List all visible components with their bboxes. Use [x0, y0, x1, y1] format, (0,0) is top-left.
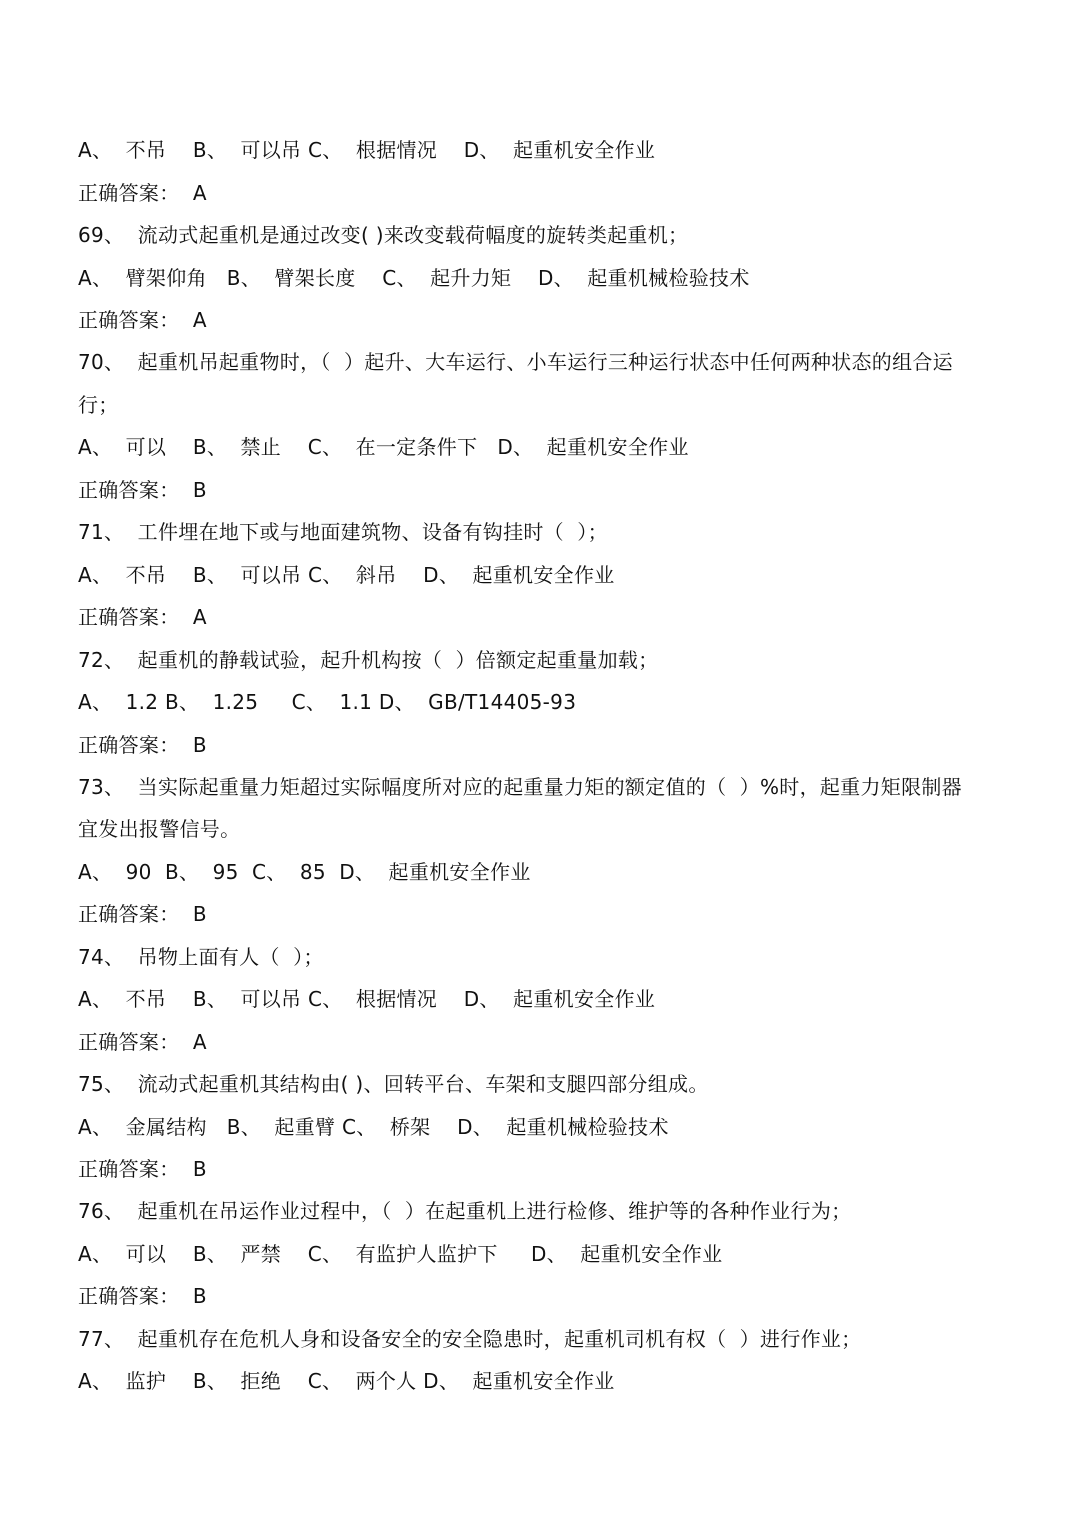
question-line: 75、 流动式起重机其结构由( )、回转平台、车架和支腿四部分组成。 [78, 1072, 709, 1096]
question-line: 72、 起重机的静载试验，起升机构按（ ）倍额定起重量加载； [78, 648, 659, 672]
question-line: 74、 吊物上面有人（ ）； [78, 945, 324, 969]
question-line: 69、 流动式起重机是通过改变( )来改变载荷幅度的旋转类起重机； [78, 223, 689, 247]
question-line: 73、 当实际起重量力矩超过实际幅度所对应的起重量力矩的额定值的（ ）%时，起重力矩限制器 [78, 775, 962, 799]
answer-line: 正确答案： A [78, 181, 207, 205]
answer-line: 正确答案： A [78, 605, 207, 629]
question-line: 76、 起重机在吊运作业过程中，（ ）在起重机上进行检修、维护等的各种作业行为； [78, 1199, 852, 1223]
options-line: A、 90 B、 95 C、 85 D、 起重机安全作业 [78, 860, 531, 884]
answer-line: 正确答案： B [78, 1157, 207, 1181]
options-line: A、 可以 B、 严禁 C、 有监护人监护下 D、 起重机安全作业 [78, 1242, 723, 1266]
question-line: 77、 起重机存在危机人身和设备安全的安全隐患时，起重机司机有权（ ）进行作业； [78, 1327, 862, 1351]
options-line: A、 不吊 B、 可以吊 C、 根据情况 D、 起重机安全作业 [78, 138, 656, 162]
answer-line: 正确答案： B [78, 1284, 207, 1308]
options-line: A、 不吊 B、 可以吊 C、 斜吊 D、 起重机安全作业 [78, 563, 615, 587]
options-line: A、 臂架仰角 B、 臂架长度 C、 起升力矩 D、 起重机械检验技术 [78, 266, 750, 290]
options-line: A、 金属结构 B、 起重臂 C、 桥架 D、 起重机械检验技术 [78, 1115, 669, 1139]
answer-line: 正确答案： A [78, 308, 207, 332]
answer-line: 正确答案： A [78, 1030, 207, 1054]
answer-line: 正确答案： B [78, 733, 207, 757]
options-line: A、 1.2 B、 1.25 C、 1.1 D、 GB/T14405-93 [78, 690, 577, 714]
options-line: A、 不吊 B、 可以吊 C、 根据情况 D、 起重机安全作业 [78, 987, 656, 1011]
question-line-continued: 宜发出报警信号。 [78, 817, 241, 841]
options-line: A、 可以 B、 禁止 C、 在一定条件下 D、 起重机安全作业 [78, 435, 689, 459]
options-line: A、 监护 B、 拒绝 C、 两个人 D、 起重机安全作业 [78, 1369, 615, 1393]
answer-line: 正确答案： B [78, 902, 207, 926]
question-line: 71、 工件埋在地下或与地面建筑物、设备有钩挂时（ ）； [78, 520, 608, 544]
answer-line: 正确答案： B [78, 478, 207, 502]
question-line-continued: 行； [78, 393, 119, 417]
question-line: 70、 起重机吊起重物时，（ ）起升、大车运行、小车运行三种运行状态中任何两种状态的组合运 [78, 350, 953, 374]
